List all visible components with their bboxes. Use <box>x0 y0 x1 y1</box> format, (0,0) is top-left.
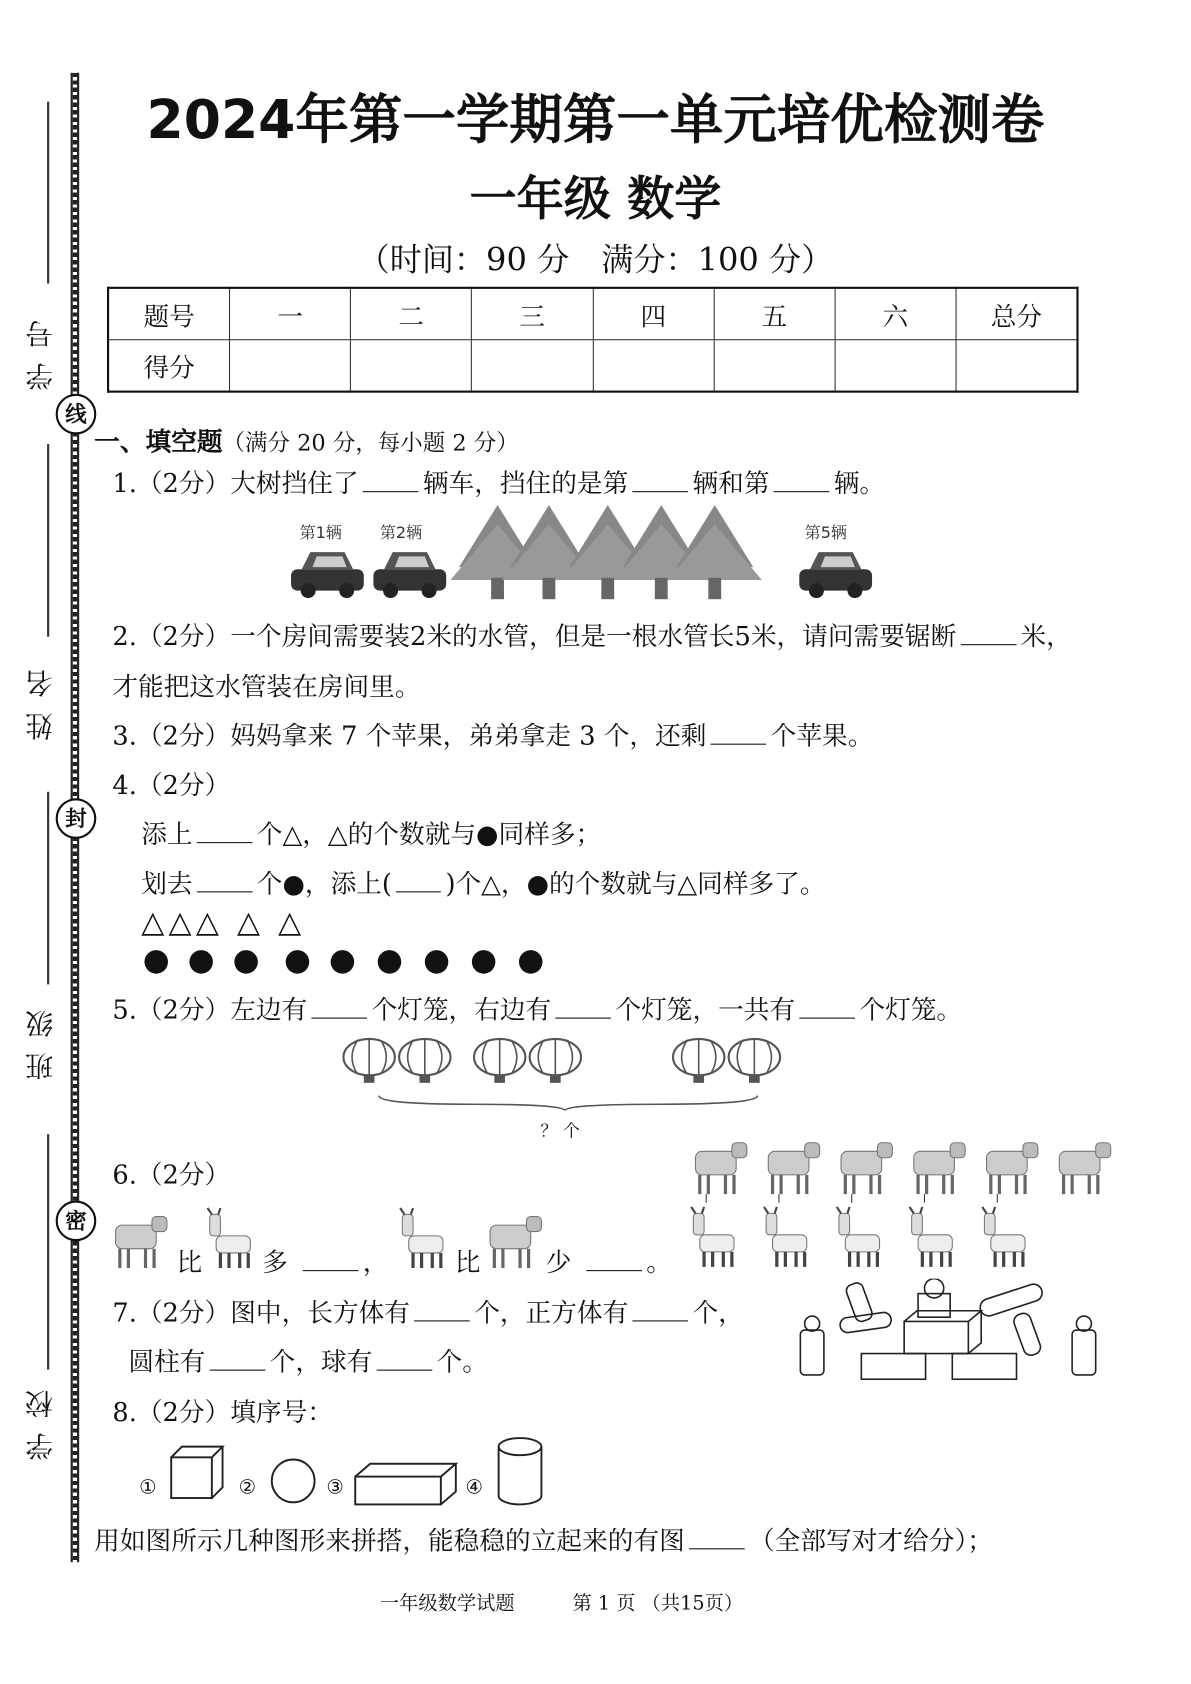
score-cell[interactable] <box>835 340 956 392</box>
question-1 <box>112 462 885 499</box>
lantern-icon <box>530 1039 581 1083</box>
answer-blank[interactable] <box>799 992 855 1019</box>
car-icon <box>373 552 446 598</box>
q6-text: ， <box>362 1247 389 1278</box>
q7-text: 个， <box>692 1297 744 1328</box>
page-subtitle: 一年级 数学 <box>469 172 722 227</box>
q6-text: 少 <box>545 1247 572 1278</box>
q4-text: )个△，●的个数就与△同样多了。 <box>445 868 826 899</box>
dot-icon <box>519 950 543 974</box>
header-cell: 四 <box>593 288 714 340</box>
cow-icon <box>490 1217 541 1268</box>
header-cell: 三 <box>472 288 593 340</box>
answer-blank[interactable] <box>586 1244 642 1271</box>
header-cell: 题号 <box>108 288 230 340</box>
q7-text: 个。 <box>436 1347 488 1378</box>
goat-icon <box>910 1207 953 1267</box>
brace <box>379 1096 758 1111</box>
goat-icon <box>764 1207 807 1267</box>
answer-blank[interactable] <box>774 465 830 492</box>
question-6: 6.（2分） <box>112 1159 231 1190</box>
q6-line-a <box>262 1241 388 1278</box>
lantern-icon <box>673 1039 724 1083</box>
solids-figure <box>792 1279 1102 1386</box>
seal-xian: 线 <box>56 394 97 435</box>
q5-text: 个灯笼，右边有 <box>371 995 552 1026</box>
cars-and-trees-illustration <box>284 503 883 601</box>
answer-blank[interactable] <box>556 992 612 1019</box>
q8-text: 用如图所示几种图形来拼搭，能稳稳的立起来的有图 <box>94 1525 685 1556</box>
score-cell[interactable] <box>351 340 472 392</box>
answer-blank[interactable] <box>210 1344 266 1371</box>
q1-text: 辆和第 <box>692 468 770 499</box>
car-label: 第1辆 <box>299 523 342 543</box>
header-cell: 五 <box>714 288 835 340</box>
q4-text: 个△，△的个数就与●同样多； <box>256 819 602 850</box>
goat-icon <box>691 1207 734 1267</box>
sphere-icon <box>272 1459 315 1502</box>
header-cell: 总分 <box>956 288 1078 340</box>
cow-icon <box>1059 1143 1110 1194</box>
answer-blank[interactable] <box>961 618 1017 645</box>
question-5 <box>112 989 962 1026</box>
q1-text: 辆。 <box>833 468 886 499</box>
q1-text: 1.（2分）大树挡住了 <box>112 468 359 499</box>
name-label: 姓名 <box>25 654 58 741</box>
cylinder-icon <box>499 1438 542 1504</box>
q7-text: 7.（2分）图中，长方体有 <box>112 1297 410 1328</box>
dot-icon <box>331 950 355 974</box>
q7-text: 圆柱有 <box>128 1347 206 1378</box>
brace-label: ？ 个 <box>540 1120 581 1141</box>
question-2 <box>112 615 1071 652</box>
field-line <box>47 1134 49 1369</box>
row-label: 得分 <box>108 340 230 392</box>
field-line <box>47 792 49 985</box>
answer-blank[interactable] <box>377 1344 433 1371</box>
answer-blank[interactable] <box>414 1295 470 1322</box>
dot-icon <box>144 950 168 974</box>
score-table <box>107 287 1079 393</box>
q7-text: 个，球有 <box>269 1347 373 1378</box>
cow-icon <box>987 1143 1038 1194</box>
table-row <box>108 288 1077 340</box>
goat-icon <box>208 1208 251 1268</box>
q8-shapes <box>161 1434 557 1509</box>
answer-blank[interactable] <box>197 866 253 893</box>
cow-icon <box>696 1143 747 1194</box>
goat-icon <box>400 1208 443 1268</box>
figure-number: ④ <box>465 1476 483 1500</box>
q2-continuation: 才能把这水管装在房间里。 <box>112 671 421 702</box>
header-cell: 一 <box>230 288 351 340</box>
score-cell[interactable] <box>956 340 1078 392</box>
lantern-icon <box>399 1039 450 1083</box>
q8-text: （全部写对才给分）； <box>749 1525 993 1556</box>
school-label: 学校 <box>25 1374 58 1461</box>
q3-text: 个苹果。 <box>770 721 874 752</box>
section-title: 一、填空题 <box>94 426 223 457</box>
dot-icon <box>286 950 310 974</box>
question-7 <box>112 1291 743 1328</box>
figure-number: ① <box>139 1476 157 1500</box>
goat-icon <box>837 1207 880 1267</box>
q7-text: 个，正方体有 <box>474 1297 629 1328</box>
dot-icon <box>472 950 496 974</box>
q2-text: 2.（2分）一个房间需要装2米的水管，但是一根水管长5米，请问需要锯断 <box>112 621 957 652</box>
dot-icon <box>378 950 402 974</box>
dot-icon <box>234 950 258 974</box>
section-heading <box>94 421 519 458</box>
answer-blank[interactable] <box>689 1523 745 1550</box>
cows-goats-comparison <box>685 1132 1134 1271</box>
score-cell[interactable] <box>230 340 351 392</box>
question-4: 4.（2分） <box>112 770 231 801</box>
score-cell[interactable] <box>472 340 593 392</box>
seal-feng: 封 <box>56 798 97 839</box>
triangles-row: △△△ △ △ <box>141 904 306 940</box>
answer-blank[interactable] <box>363 465 419 492</box>
q6-text: 。 <box>646 1247 672 1278</box>
q4-text: 个●，添上( <box>256 868 392 899</box>
q8-line-2 <box>94 1519 993 1556</box>
score-cell[interactable] <box>714 340 835 392</box>
field-line <box>47 444 49 637</box>
answer-blank[interactable] <box>633 465 689 492</box>
q4-text: 添上 <box>141 819 193 850</box>
q6-line-b <box>546 1241 672 1278</box>
lantern-icon <box>343 1039 394 1083</box>
cow-icon <box>116 1217 167 1268</box>
student-id-label: 学号 <box>25 304 58 391</box>
q4-line-2 <box>141 862 825 899</box>
cuboid-icon <box>355 1464 456 1505</box>
q1-text: 辆车，挡住的是第 <box>422 468 629 499</box>
q4-line-1 <box>141 813 601 850</box>
seal-mi: 密 <box>56 1201 97 1242</box>
q6-text-bi: 比 <box>454 1247 481 1278</box>
cube-icon <box>171 1447 222 1498</box>
cow-icon <box>914 1143 965 1194</box>
q5-text: 个灯笼。 <box>859 995 963 1026</box>
exam-info: （时间：90 分 满分：100 分） <box>357 241 834 280</box>
lantern-icon <box>474 1039 525 1083</box>
q3-text: 3.（2分）妈妈拿来 7 个苹果，弟弟拿走 3 个，还剩 <box>112 721 707 752</box>
lantern-icon <box>729 1039 780 1083</box>
page-footer: 一年级数学试题 第 1 页 （共15页） <box>379 1592 744 1615</box>
page-title: 2024年第一学期第一单元培优检测卷 <box>146 88 1045 151</box>
cow-icon <box>841 1143 892 1194</box>
q5-text: 个灯笼，一共有 <box>615 995 796 1026</box>
answer-blank[interactable] <box>197 816 253 843</box>
answer-blank[interactable] <box>312 992 368 1019</box>
class-label: 班级 <box>25 995 58 1081</box>
q4-text: 划去 <box>141 868 193 899</box>
q6-text-bi: 比 <box>176 1247 203 1278</box>
goat-icon <box>982 1207 1025 1267</box>
question-8: 8.（2分）填序号： <box>112 1397 333 1428</box>
q7-line-2 <box>128 1341 488 1378</box>
car-icon <box>291 552 364 598</box>
car-label: 第2辆 <box>379 523 423 543</box>
header-cell: 二 <box>351 288 472 340</box>
question-3 <box>112 715 873 752</box>
q6-text: 多 <box>262 1247 288 1278</box>
cow-icon <box>768 1143 819 1194</box>
car-icon <box>799 552 872 598</box>
score-cell[interactable] <box>593 340 714 392</box>
dot-icon <box>189 950 213 974</box>
answer-blank[interactable] <box>303 1244 359 1271</box>
figure-number: ③ <box>326 1476 344 1500</box>
q5-text: 5.（2分）左边有 <box>112 995 308 1026</box>
car-label: 第5辆 <box>804 523 847 543</box>
section-note: （满分 20 分，每小题 2 分） <box>222 430 519 456</box>
dot-icon <box>425 950 449 974</box>
lanterns-illustration <box>340 1034 789 1114</box>
answer-blank[interactable] <box>633 1295 689 1322</box>
header-cell: 六 <box>835 288 956 340</box>
answer-blank[interactable] <box>396 866 441 893</box>
figure-number: ② <box>238 1476 256 1500</box>
q2-text: 米， <box>1020 621 1072 652</box>
answer-blank[interactable] <box>711 718 767 745</box>
table-row <box>108 340 1077 392</box>
